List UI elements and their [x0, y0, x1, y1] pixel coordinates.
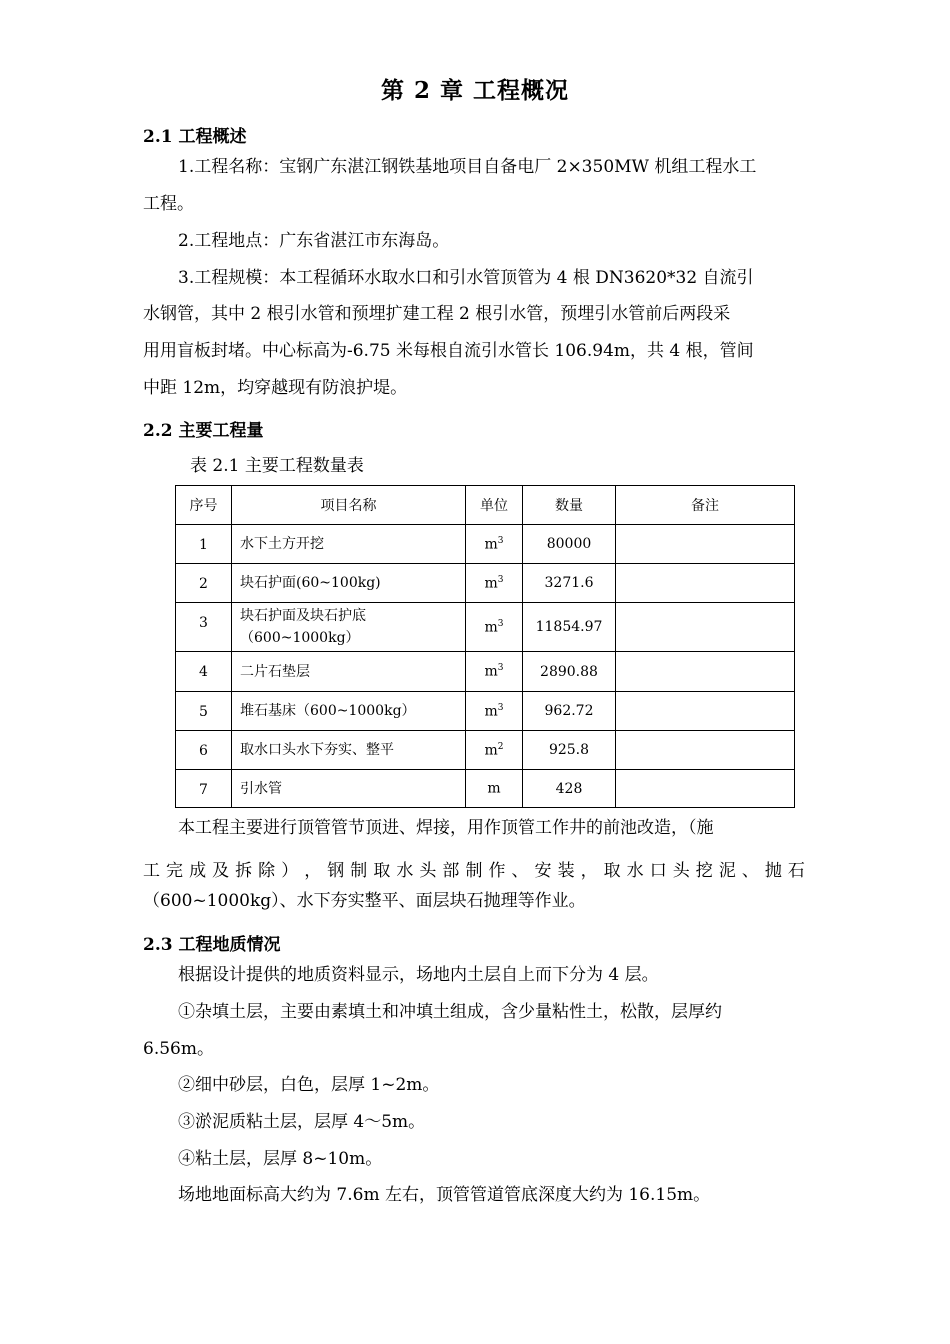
paragraph-main-works-line2: [143, 856, 805, 881]
cell-unit: $m^3$: [466, 692, 523, 731]
cell-unit: m: [466, 770, 523, 808]
justified-char: 作: [488, 861, 506, 881]
cell-item-name: 取水口头水下夯实、整平: [232, 731, 466, 770]
cell-item-name: 水下土方开挖: [232, 525, 466, 564]
justified-char: 头: [419, 861, 437, 881]
cell-remarks: [616, 564, 795, 603]
cell-item-name: 二片石垫层: [232, 652, 466, 692]
justified-char: 成: [189, 861, 207, 881]
paragraph-layer1-line2: 6.56m。: [143, 1039, 214, 1059]
cell-quantity: 3271.6: [523, 564, 616, 603]
justified-char: 泥: [718, 861, 736, 881]
paragraph-main-works-line3: （600~1000kg）、水下夯实整平、面层块石抛理等作业。: [143, 891, 586, 911]
justified-char: 及: [212, 861, 230, 881]
cell-serial: 2: [176, 564, 232, 603]
justified-char: 头: [672, 861, 690, 881]
cell-remarks: [616, 525, 795, 564]
paragraph-project-name-line1: 1.工程名称：宝钢广东湛江钢铁基地项目自备电厂 2×350MW 机组工程水工: [178, 157, 757, 177]
justified-char: 安: [534, 861, 552, 881]
justified-char: 制: [465, 861, 483, 881]
cell-quantity: 428: [523, 770, 616, 808]
justified-char: 取: [603, 861, 621, 881]
paragraph-main-works-line1: 本工程主要进行顶管管节顶进、焊接，用作顶管工作井的前池改造，（施: [178, 818, 714, 838]
justified-char: 除: [258, 861, 276, 881]
header-unit: 单位: [466, 486, 523, 525]
justified-char: 制: [350, 861, 368, 881]
cell-item-name: 块石护面及块石护底 （600~1000kg）: [232, 603, 466, 652]
table-row: [176, 692, 795, 731]
cell-item-name: 引水管: [232, 770, 466, 808]
paragraph-layer2: ②细中砂层，白色，层厚 1~2m。: [178, 1075, 440, 1095]
section-heading-2-3: 2.3 工程地质情况: [143, 935, 281, 955]
paragraph-project-scale-line4: 中距 12m，均穿越现有防浪护堤。: [143, 378, 408, 398]
cell-serial: 1: [176, 525, 232, 564]
justified-char: 工: [143, 861, 160, 881]
paragraph-geology-intro: 根据设计提供的地质资料显示，场地内土层自上而下分为 4 层。: [178, 965, 659, 985]
justified-char: 、: [741, 861, 759, 881]
cell-unit: $m^3$: [466, 652, 523, 692]
cell-serial: 4: [176, 652, 232, 692]
justified-char: 部: [442, 861, 460, 881]
paragraph-layer1-line1: ①杂填土层，主要由素填土和冲填土组成，含少量粘性土，松散，层厚约: [178, 1002, 722, 1022]
justified-char: ，: [580, 861, 598, 881]
paragraph-ground-elevation: 场地地面标高大约为 7.6m 左右，顶管管道管底深度大约为 16.15m。: [178, 1185, 711, 1205]
paragraph-project-scale-line3: 用用盲板封堵。中心标高为-6.75 米每根自流引水管长 106.94m，共 4 根，管间: [143, 341, 754, 361]
paragraph-layer4: ④粘土层，层厚 8~10m。: [178, 1149, 383, 1169]
paragraph-project-location: 2.工程地点：广东省湛江市东海岛。: [178, 231, 450, 251]
section-heading-2-1: 2.1 工程概述: [143, 127, 247, 147]
table-header-row: [176, 486, 795, 525]
quantity-table: [175, 485, 795, 808]
justified-char: 取: [373, 861, 391, 881]
table-row: [176, 525, 795, 564]
cell-quantity: 11854.97: [523, 603, 616, 652]
cell-serial: 6: [176, 731, 232, 770]
justified-char: 挖: [695, 861, 713, 881]
chapter-title: 第 2 章 工程概况: [380, 77, 570, 104]
cell-remarks: [616, 603, 795, 652]
cell-remarks: [616, 731, 795, 770]
table-row: [176, 603, 795, 652]
table-row: [176, 731, 795, 770]
paragraph-project-scale-line2: 水钢管，其中 2 根引水管和预埋扩建工程 2 根引水管，预埋引水管前后两段采: [143, 304, 731, 324]
justified-char: 石: [787, 861, 805, 881]
header-serial: 序号: [176, 486, 232, 525]
cell-unit: $m^3$: [466, 564, 523, 603]
cell-quantity: 2890.88: [523, 652, 616, 692]
table-row: [176, 564, 795, 603]
cell-item-name: 块石护面(60~100kg): [232, 564, 466, 603]
justified-char: 完: [166, 861, 184, 881]
justified-char: 钢: [327, 861, 345, 881]
cell-remarks: [616, 692, 795, 731]
cell-quantity: 962.72: [523, 692, 616, 731]
section-heading-2-2: 2.2 主要工程量: [143, 421, 264, 441]
cell-unit: $m^2$: [466, 731, 523, 770]
cell-unit: $m^3$: [466, 525, 523, 564]
cell-remarks: [616, 770, 795, 808]
table-caption: 表 2.1 主要工程数量表: [190, 456, 364, 476]
header-remarks: 备注: [616, 486, 795, 525]
justified-char: 、: [511, 861, 529, 881]
cell-quantity: 925.8: [523, 731, 616, 770]
justified-char: 口: [649, 861, 667, 881]
paragraph-project-name-line2: 工程。: [143, 194, 194, 214]
cell-unit: $m^3$: [466, 603, 523, 652]
justified-char: 抛: [764, 861, 782, 881]
justified-char: 拆: [235, 861, 253, 881]
cell-serial: 3: [176, 603, 232, 652]
paragraph-layer3: ③淤泥质粘土层，层厚 4～5m。: [178, 1112, 426, 1132]
cell-item-name: 堆石基床（600~1000kg）: [232, 692, 466, 731]
header-quantity: 数量: [523, 486, 616, 525]
table-row: [176, 652, 795, 692]
justified-char: 装: [557, 861, 575, 881]
cell-quantity: 80000: [523, 525, 616, 564]
table-row: [176, 770, 795, 808]
justified-char: ，: [304, 861, 322, 881]
paragraph-project-scale-line1: 3.工程规模：本工程循环水取水口和引水管顶管为 4 根 DN3620*32 自流引: [178, 268, 754, 288]
justified-char: 水: [396, 861, 414, 881]
justified-char: ）: [281, 861, 299, 881]
header-item-name: 项目名称: [232, 486, 466, 525]
cell-serial: 5: [176, 692, 232, 731]
cell-serial: 7: [176, 770, 232, 808]
justified-char: 水: [626, 861, 644, 881]
cell-remarks: [616, 652, 795, 692]
